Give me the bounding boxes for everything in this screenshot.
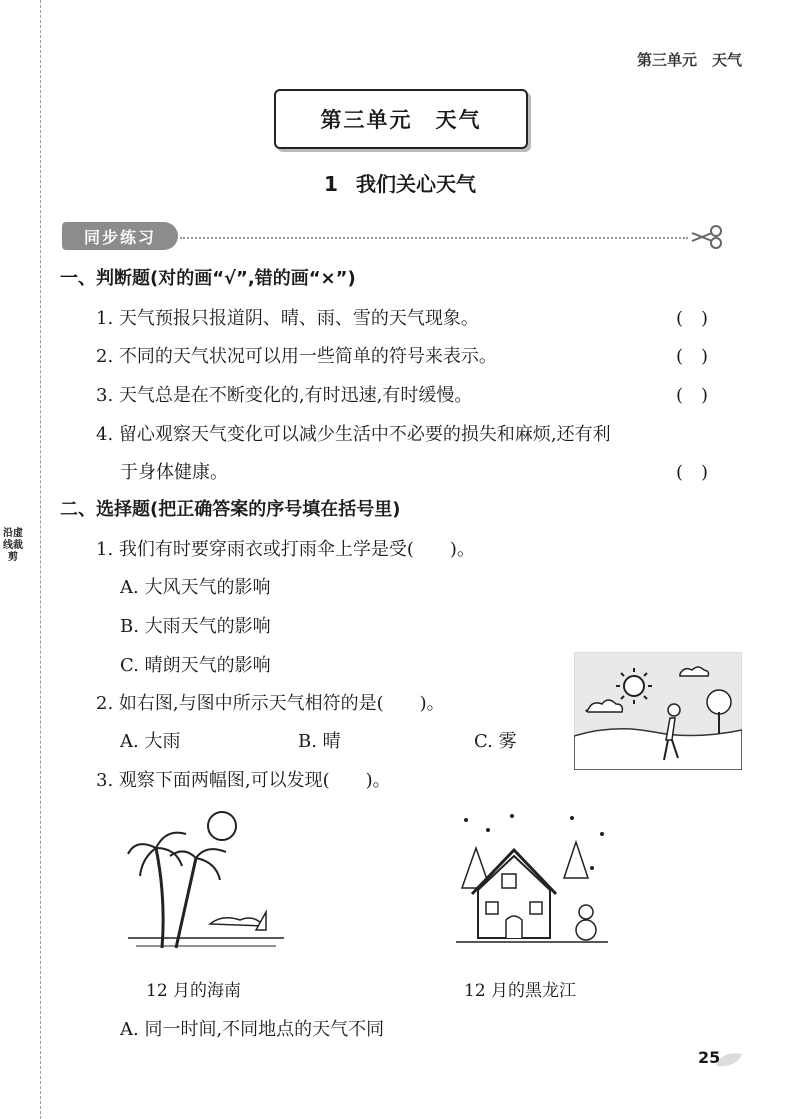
- judge-item-4: 4. 留心观察天气变化可以减少生活中不必要的损失和麻烦,还有利: [96, 424, 611, 445]
- caption-heilongjiang: 12 月的黑龙江: [464, 981, 577, 1001]
- unit-title-box: [274, 89, 528, 149]
- sunny-weather-illustration: [574, 652, 742, 770]
- answer-blank-1[interactable]: ( ): [676, 308, 709, 329]
- judge-item-1: 1. 天气预报只报道阴、晴、雨、雪的天气现象。: [96, 308, 479, 329]
- choice-q2-option-c: C. 雾: [474, 731, 517, 752]
- unit-title: 第三单元 天气: [320, 108, 482, 132]
- choice-q2-stem: 2. 如右图,与图中所示天气相符的是( )。: [96, 693, 445, 714]
- lesson-name: 我们关心天气: [355, 172, 476, 196]
- answer-blank-4[interactable]: ( ): [676, 462, 709, 483]
- judge-item-3: 3. 天气总是在不断变化的,有时迅速,有时缓慢。: [96, 385, 473, 406]
- choice-q1-stem: 1. 我们有时要穿雨衣或打雨伞上学是受( )。: [96, 539, 475, 560]
- choice-q2-option-a: A. 大雨: [120, 731, 181, 752]
- choice-q3-stem: 3. 观察下面两幅图,可以发现( )。: [96, 770, 391, 791]
- part1-heading: 一、判断题(对的画“√”,错的画“×”): [60, 268, 356, 289]
- lesson-title: [0, 168, 800, 197]
- judge-item-4-cont: 于身体健康。: [120, 462, 228, 483]
- cut-hint: 沿虚线裁剪: [3, 528, 23, 563]
- hainan-palm-illustration: [126, 808, 286, 954]
- judge-item-2: 2. 不同的天气状况可以用一些简单的符号来表示。: [96, 346, 497, 367]
- answer-blank-2[interactable]: ( ): [676, 346, 709, 367]
- part2-heading: 二、选择题(把正确答案的序号填在括号里): [60, 499, 401, 520]
- section-tag: 同步练习: [62, 222, 178, 250]
- choice-q2-option-b: B. 晴: [298, 731, 341, 752]
- choice-q1-option-a: A. 大风天气的影响: [120, 577, 271, 598]
- choice-q1-option-c: C. 晴朗天气的影响: [120, 655, 271, 676]
- answer-blank-3[interactable]: ( ): [676, 385, 709, 406]
- choice-q3-option-a: A. 同一时间,不同地点的天气不同: [120, 1019, 385, 1040]
- heilongjiang-snow-illustration: [452, 808, 612, 954]
- choice-q1-option-b: B. 大雨天气的影响: [120, 616, 271, 637]
- caption-hainan: 12 月的海南: [146, 981, 242, 1001]
- page-number: 25: [698, 1048, 721, 1067]
- running-header: 第三单元 天气: [636, 51, 742, 69]
- section-divider: [180, 237, 688, 239]
- scissors-icon: [690, 224, 724, 250]
- lesson-number: 1: [324, 172, 338, 196]
